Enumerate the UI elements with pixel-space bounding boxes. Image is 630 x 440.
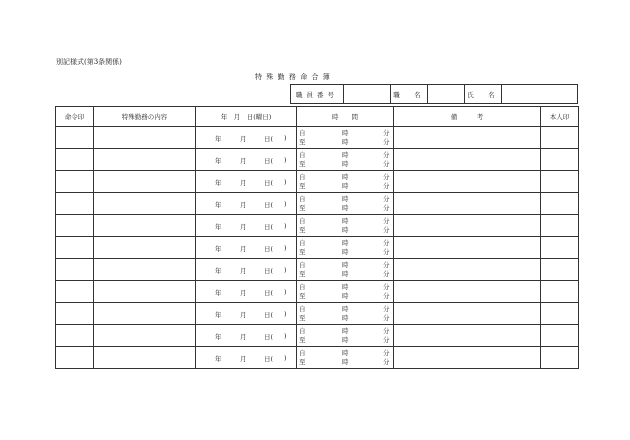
from-label: 自 — [299, 173, 306, 181]
staff-number-label: 職員番号 — [291, 85, 344, 104]
to-minute-label: 分 — [383, 182, 390, 190]
from-hour-label: 時 — [342, 349, 349, 357]
to-minute-label: 分 — [383, 204, 390, 212]
order-seal-cell[interactable] — [56, 171, 94, 193]
month-label: 月 — [240, 157, 247, 165]
year-label: 年 — [215, 157, 222, 165]
month-label: 月 — [240, 179, 247, 187]
day-close-label: ) — [284, 134, 287, 142]
to-hour-label: 時 — [342, 292, 349, 300]
to-label: 至 — [299, 292, 306, 300]
to-label: 至 — [299, 138, 306, 146]
order-seal-cell[interactable] — [56, 237, 94, 259]
year-label: 年 — [215, 267, 222, 275]
date-cell[interactable] — [196, 237, 297, 259]
work-content-cell[interactable] — [94, 347, 196, 369]
from-minute-label: 分 — [383, 283, 390, 291]
personal-seal-cell[interactable] — [541, 325, 579, 347]
date-cell[interactable] — [196, 171, 297, 193]
special-duty-table — [55, 106, 579, 369]
from-hour-label: 時 — [342, 173, 349, 181]
to-minute-label: 分 — [383, 270, 390, 278]
table-row — [56, 215, 579, 237]
remarks-cell[interactable] — [394, 127, 541, 149]
from-hour-label: 時 — [342, 129, 349, 137]
remarks-cell[interactable] — [394, 215, 541, 237]
date-cell[interactable] — [196, 325, 297, 347]
form-title: 特殊勤務命合簿 — [255, 73, 335, 81]
from-label: 自 — [299, 349, 306, 357]
from-hour-label: 時 — [342, 239, 349, 247]
day-close-label: ) — [284, 222, 287, 230]
year-label: 年 — [215, 223, 222, 231]
year-label: 年 — [215, 201, 222, 209]
from-minute-label: 分 — [383, 195, 390, 203]
year-label: 年 — [215, 289, 222, 297]
month-label: 月 — [240, 355, 247, 363]
id-fields-table — [290, 84, 578, 104]
table-row — [56, 127, 579, 149]
to-minute-label: 分 — [383, 160, 390, 168]
work-content-cell[interactable] — [94, 171, 196, 193]
table-row — [56, 171, 579, 193]
personal-seal-cell[interactable] — [541, 303, 579, 325]
from-label: 自 — [299, 283, 306, 291]
order-seal-cell[interactable] — [56, 193, 94, 215]
work-content-cell[interactable] — [94, 193, 196, 215]
to-label: 至 — [299, 204, 306, 212]
year-label: 年 — [215, 355, 222, 363]
time-cell[interactable] — [297, 237, 394, 259]
time-cell[interactable] — [297, 215, 394, 237]
table-row — [56, 347, 579, 369]
remarks-cell[interactable] — [394, 303, 541, 325]
year-label: 年 — [215, 311, 222, 319]
time-cell[interactable] — [297, 149, 394, 171]
day-label: 日( — [264, 223, 274, 231]
date-cell[interactable] — [196, 193, 297, 215]
from-minute-label: 分 — [383, 349, 390, 357]
table-header-row — [56, 107, 579, 127]
to-hour-label: 時 — [342, 358, 349, 366]
day-label: 日( — [264, 157, 274, 165]
remarks-cell[interactable] — [394, 149, 541, 171]
day-label: 日( — [264, 355, 274, 363]
from-hour-label: 時 — [342, 327, 349, 335]
to-hour-label: 時 — [342, 314, 349, 322]
to-minute-label: 分 — [383, 226, 390, 234]
name-label: 氏 名 — [465, 85, 502, 104]
to-hour-label: 時 — [342, 336, 349, 344]
from-minute-label: 分 — [383, 327, 390, 335]
time-cell[interactable] — [297, 193, 394, 215]
day-label: 日( — [264, 289, 274, 297]
from-label: 自 — [299, 261, 306, 269]
work-content-cell[interactable] — [94, 303, 196, 325]
work-content-cell[interactable] — [94, 237, 196, 259]
time-cell[interactable] — [297, 303, 394, 325]
to-label: 至 — [299, 336, 306, 344]
month-label: 月 — [240, 135, 247, 143]
day-close-label: ) — [284, 156, 287, 164]
day-close-label: ) — [284, 266, 287, 274]
day-label: 日( — [264, 135, 274, 143]
to-minute-label: 分 — [383, 292, 390, 300]
header-remarks: 備 考 — [394, 107, 541, 127]
work-content-cell[interactable] — [94, 259, 196, 281]
table-row — [56, 303, 579, 325]
from-minute-label: 分 — [383, 129, 390, 137]
personal-seal-cell[interactable] — [541, 171, 579, 193]
month-label: 月 — [240, 311, 247, 319]
from-minute-label: 分 — [383, 239, 390, 247]
to-hour-label: 時 — [342, 182, 349, 190]
header-date: 年 月 日(曜日) — [196, 107, 297, 127]
date-cell[interactable] — [196, 127, 297, 149]
to-minute-label: 分 — [383, 336, 390, 344]
from-hour-label: 時 — [342, 195, 349, 203]
day-label: 日( — [264, 311, 274, 319]
month-label: 月 — [240, 267, 247, 275]
to-label: 至 — [299, 226, 306, 234]
date-cell[interactable] — [196, 149, 297, 171]
personal-seal-cell[interactable] — [541, 347, 579, 369]
from-label: 自 — [299, 327, 306, 335]
table-row — [56, 325, 579, 347]
order-seal-cell[interactable] — [56, 149, 94, 171]
month-label: 月 — [240, 245, 247, 253]
day-label: 日( — [264, 201, 274, 209]
to-hour-label: 時 — [342, 248, 349, 256]
form-reference: 別記様式(第3条関係) — [56, 58, 122, 66]
day-close-label: ) — [284, 244, 287, 252]
year-label: 年 — [215, 179, 222, 187]
day-close-label: ) — [284, 200, 287, 208]
day-label: 日( — [264, 333, 274, 341]
header-personal-seal: 本人印 — [541, 107, 579, 127]
personal-seal-cell[interactable] — [541, 127, 579, 149]
day-close-label: ) — [284, 332, 287, 340]
from-hour-label: 時 — [342, 283, 349, 291]
from-hour-label: 時 — [342, 261, 349, 269]
to-label: 至 — [299, 314, 306, 322]
order-seal-cell[interactable] — [56, 127, 94, 149]
time-cell[interactable] — [297, 347, 394, 369]
remarks-cell[interactable] — [394, 193, 541, 215]
date-cell[interactable] — [196, 215, 297, 237]
month-label: 月 — [240, 333, 247, 341]
to-label: 至 — [299, 270, 306, 278]
time-cell[interactable] — [297, 259, 394, 281]
year-label: 年 — [215, 333, 222, 341]
from-label: 自 — [299, 151, 306, 159]
day-close-label: ) — [284, 310, 287, 318]
order-seal-cell[interactable] — [56, 215, 94, 237]
year-label: 年 — [215, 245, 222, 253]
month-label: 月 — [240, 201, 247, 209]
date-cell[interactable] — [196, 303, 297, 325]
to-hour-label: 時 — [342, 226, 349, 234]
table-row — [56, 237, 579, 259]
to-minute-label: 分 — [383, 314, 390, 322]
table-row — [56, 281, 579, 303]
from-minute-label: 分 — [383, 173, 390, 181]
time-cell[interactable] — [297, 325, 394, 347]
month-label: 月 — [240, 223, 247, 231]
remarks-cell[interactable] — [394, 237, 541, 259]
personal-seal-cell[interactable] — [541, 149, 579, 171]
from-minute-label: 分 — [383, 217, 390, 225]
month-label: 月 — [240, 289, 247, 297]
work-content-cell[interactable] — [94, 281, 196, 303]
from-label: 自 — [299, 217, 306, 225]
name-field[interactable] — [502, 85, 578, 104]
header-order-seal: 命令印 — [56, 107, 94, 127]
position-field[interactable] — [428, 85, 465, 104]
day-close-label: ) — [284, 288, 287, 296]
from-hour-label: 時 — [342, 151, 349, 159]
order-seal-cell[interactable] — [56, 281, 94, 303]
position-label: 職 名 — [391, 85, 428, 104]
day-label: 日( — [264, 179, 274, 187]
remarks-cell[interactable] — [394, 259, 541, 281]
staff-number-field[interactable] — [344, 85, 391, 104]
from-label: 自 — [299, 239, 306, 247]
order-seal-cell[interactable] — [56, 259, 94, 281]
from-hour-label: 時 — [342, 305, 349, 313]
day-close-label: ) — [284, 178, 287, 186]
to-minute-label: 分 — [383, 248, 390, 256]
from-label: 自 — [299, 305, 306, 313]
work-content-cell[interactable] — [94, 215, 196, 237]
to-label: 至 — [299, 160, 306, 168]
to-hour-label: 時 — [342, 270, 349, 278]
to-minute-label: 分 — [383, 138, 390, 146]
personal-seal-cell[interactable] — [541, 215, 579, 237]
from-minute-label: 分 — [383, 261, 390, 269]
personal-seal-cell[interactable] — [541, 281, 579, 303]
time-cell[interactable] — [297, 171, 394, 193]
to-label: 至 — [299, 182, 306, 190]
table-row — [56, 193, 579, 215]
to-label: 至 — [299, 358, 306, 366]
time-cell[interactable] — [297, 281, 394, 303]
personal-seal-cell[interactable] — [541, 237, 579, 259]
to-hour-label: 時 — [342, 138, 349, 146]
to-hour-label: 時 — [342, 204, 349, 212]
personal-seal-cell[interactable] — [541, 259, 579, 281]
from-label: 自 — [299, 129, 306, 137]
date-cell[interactable] — [196, 259, 297, 281]
order-seal-cell[interactable] — [56, 347, 94, 369]
personal-seal-cell[interactable] — [541, 193, 579, 215]
remarks-cell[interactable] — [394, 325, 541, 347]
from-minute-label: 分 — [383, 305, 390, 313]
header-time: 時 間 — [297, 107, 394, 127]
order-seal-cell[interactable] — [56, 303, 94, 325]
table-row — [56, 149, 579, 171]
to-label: 至 — [299, 248, 306, 256]
to-hour-label: 時 — [342, 160, 349, 168]
date-cell[interactable] — [196, 281, 297, 303]
day-label: 日( — [264, 267, 274, 275]
day-label: 日( — [264, 245, 274, 253]
work-content-cell[interactable] — [94, 325, 196, 347]
year-label: 年 — [215, 135, 222, 143]
remarks-cell[interactable] — [394, 171, 541, 193]
header-work-content: 特殊勤務の内容 — [94, 107, 196, 127]
day-close-label: ) — [284, 354, 287, 362]
time-cell[interactable] — [297, 127, 394, 149]
from-minute-label: 分 — [383, 151, 390, 159]
from-hour-label: 時 — [342, 217, 349, 225]
order-seal-cell[interactable] — [56, 325, 94, 347]
work-content-cell[interactable] — [94, 149, 196, 171]
work-content-cell[interactable] — [94, 127, 196, 149]
date-cell[interactable] — [196, 347, 297, 369]
from-label: 自 — [299, 195, 306, 203]
table-row — [56, 259, 579, 281]
remarks-cell[interactable] — [394, 281, 541, 303]
remarks-cell[interactable] — [394, 347, 541, 369]
to-minute-label: 分 — [383, 358, 390, 366]
